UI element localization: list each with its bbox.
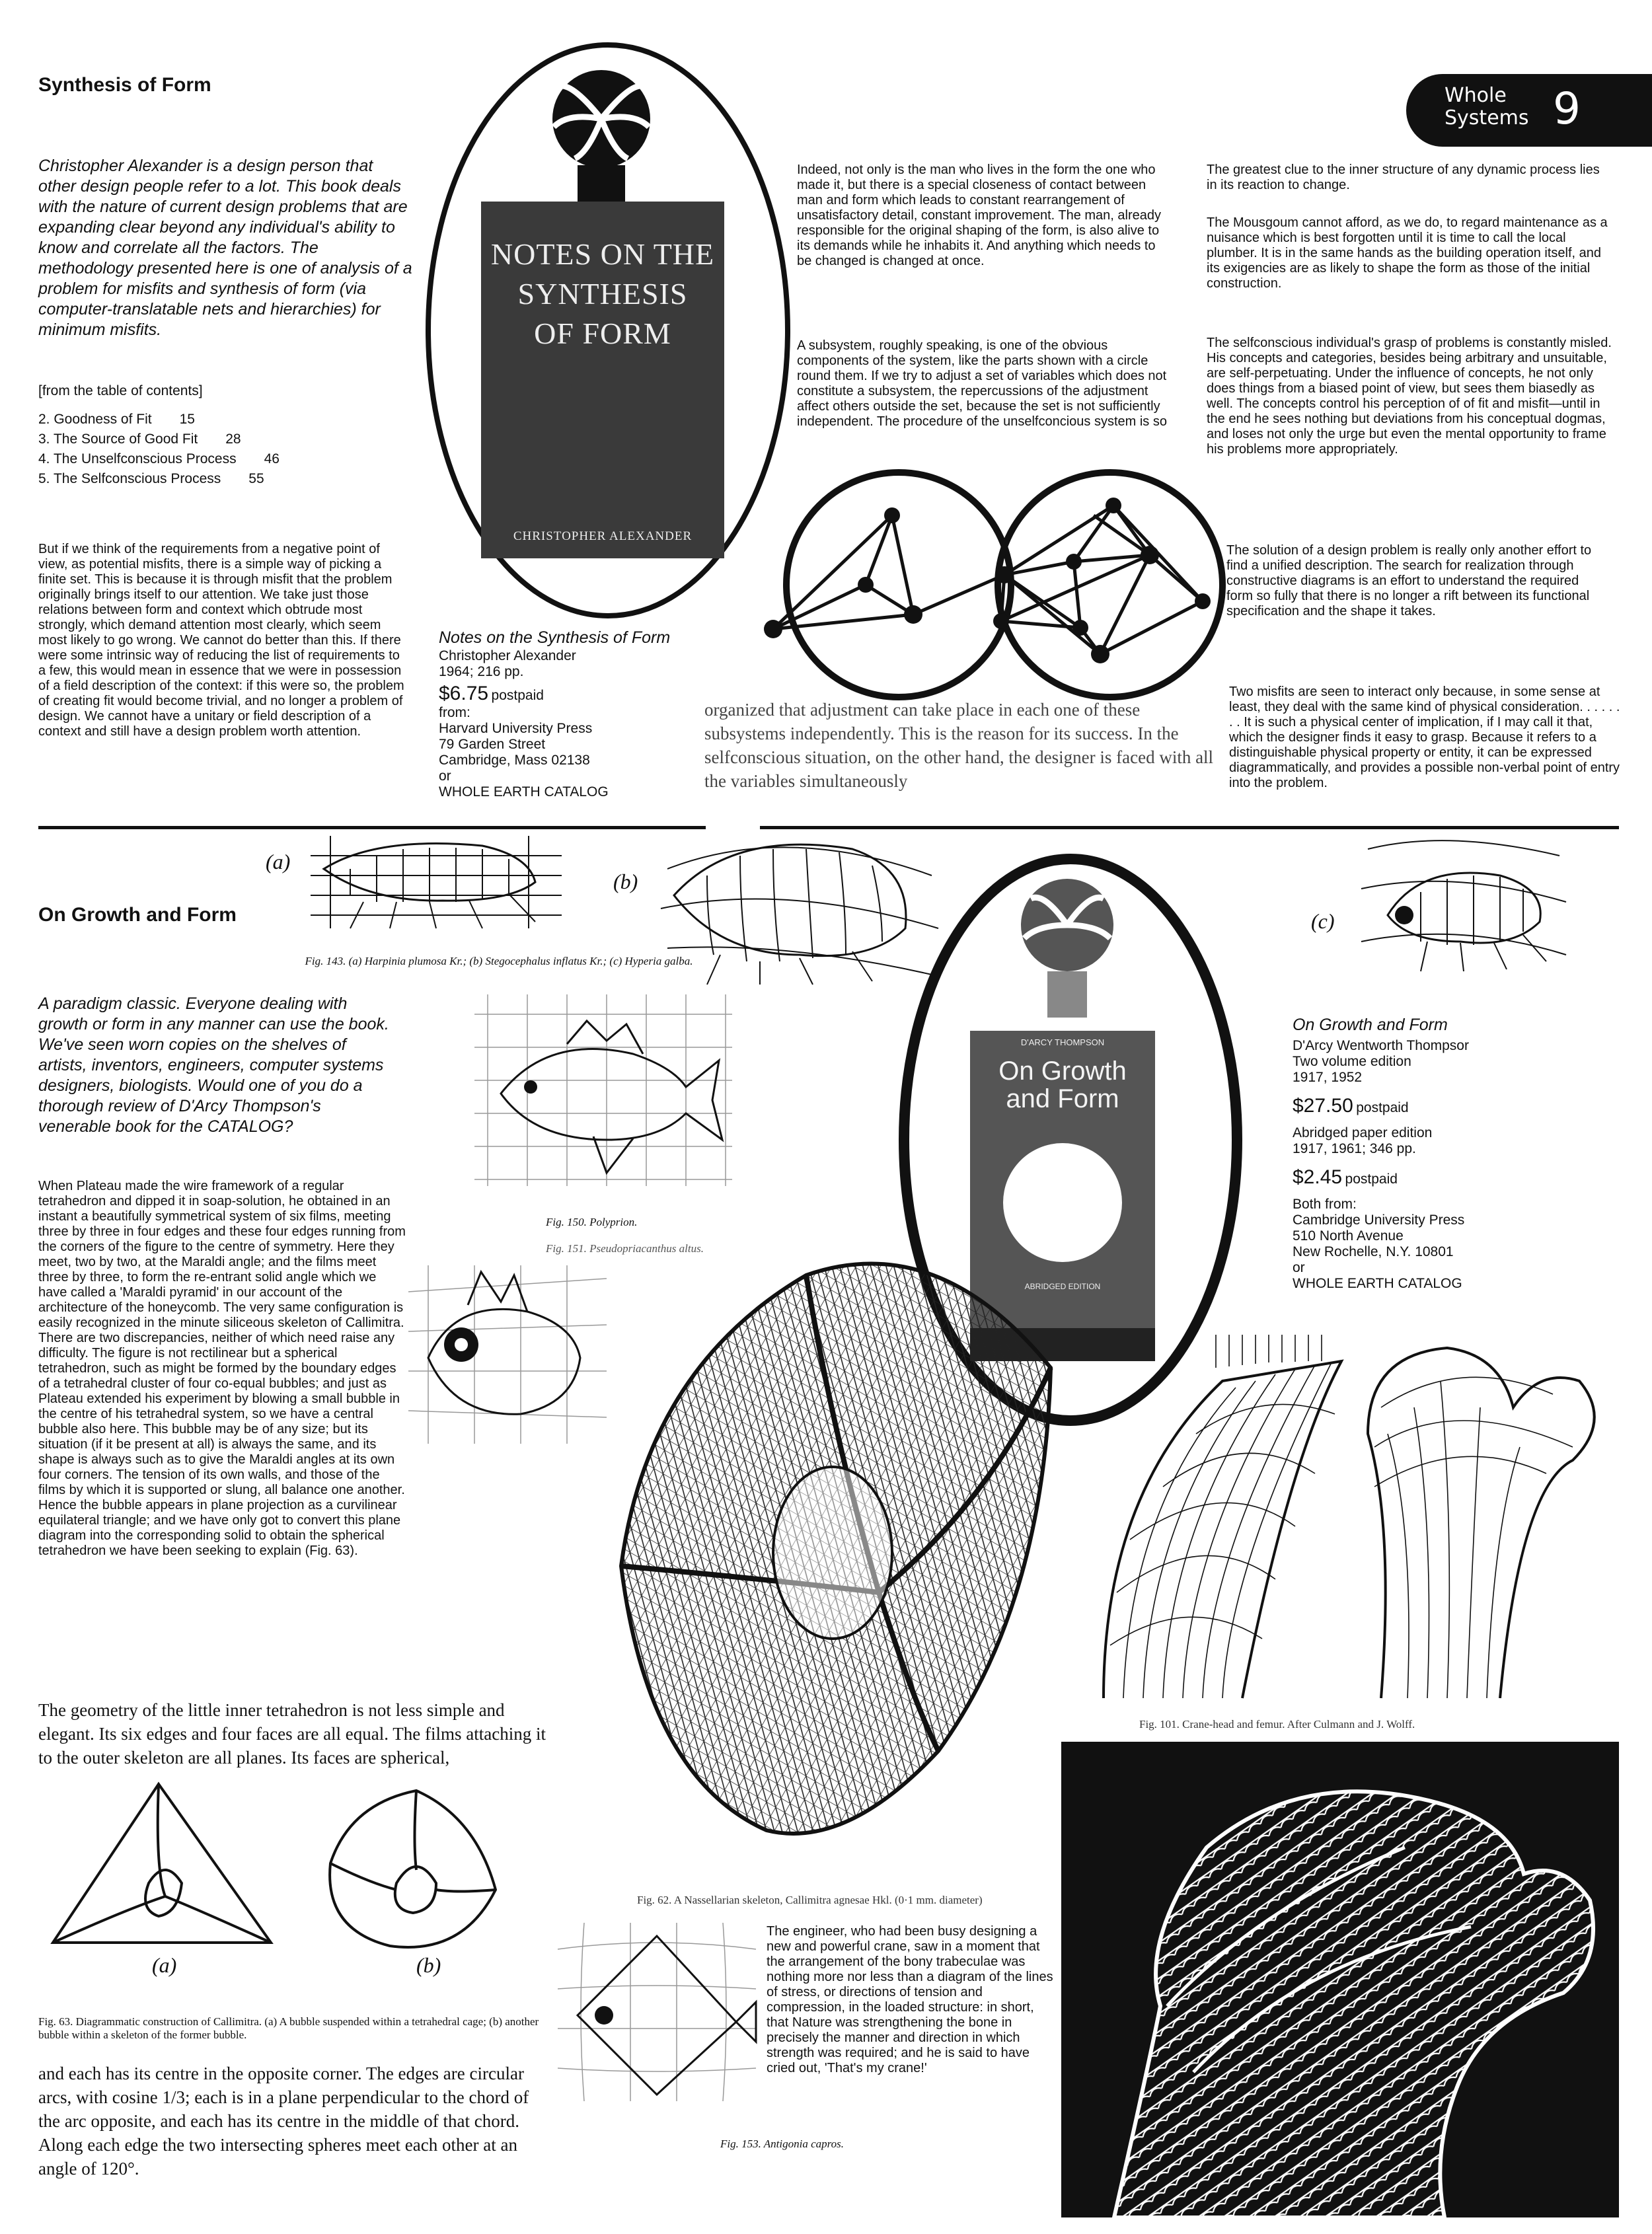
crane-femur-figure (1090, 1328, 1619, 1711)
growth-order-author: D'Arcy Wentworth Thompsor (1293, 1038, 1469, 1053)
toc-item: 4. The Unselfconscious Process 46 (38, 451, 280, 466)
synthesis-book-cover (481, 202, 724, 558)
fig150-caption: Fig. 150. Polyprion. (546, 1216, 638, 1228)
growth-book-author: D'ARCY THOMPSON (1020, 1037, 1105, 1047)
antigonia-fish-figure (558, 1923, 756, 2101)
book-line1: NOTES ON THE (490, 237, 715, 271)
amphipod-c-figure (1348, 829, 1573, 981)
misfit-paragraph: But if we think of the requirements from a negative point of view, as potential misfits, there is a simple way of picking a finite set. This is because it is through misfit that the problem originally brings itself to our attention. We take just those relations between form and context which obtrude most strongly, which demand attention most clearly, which seem most likely to go wrong. We cannot do better than this. If there were some intrinsic way of reducing the list of requirements to a few, this would mean in essence that we were in possession of a field description of the context: if this were so, the problem of creating fit would become trivial, and no longer a problem of design. We cannot have a unitary or field description of a context and still have a design problem worth attention. (38, 542, 404, 739)
col4-paragraph2: The Mousgoum cannot afford, as we do, to regard maintenance as a nuisance which is best forgotten until it is time to call the local plumber. It is in the same hands as the building operation itself, and its exigencies are as likely to shape the form as those of the initial construction. (1207, 215, 1608, 291)
subsystem-diagram (740, 456, 1282, 694)
order-from: from: (439, 705, 470, 720)
growth-order-catalog: WHOLE EARTH CATALOG (1293, 1276, 1462, 1291)
growth-book-line2: and Form (1006, 1084, 1119, 1113)
growth-book-line1: On Growth (998, 1057, 1127, 1086)
order-title: Notes on the Synthesis of Form (439, 628, 671, 647)
growth-order-price1: $27.50 (1293, 1095, 1353, 1117)
growth-order-info (1293, 1015, 1583, 1292)
badge-line1: Whole (1445, 84, 1507, 107)
growth-order-street: 510 North Avenue (1293, 1228, 1404, 1244)
nassellarian-skeleton-figure (568, 1236, 1064, 1890)
growth-flower-icon (1004, 872, 1130, 1024)
growth-order-edition1-years: 1917, 1952 (1293, 1070, 1363, 1085)
femur-photo (1061, 1742, 1619, 2217)
toc-item: 3. The Source of Good Fit 28 (38, 431, 241, 447)
order-city: Cambridge, Mass 02138 (439, 753, 590, 768)
flower-icon (522, 66, 681, 205)
amphipod-a-figure (311, 829, 575, 935)
fig-label-a: (a) (266, 850, 291, 874)
section-title-growth: On Growth and Form (38, 904, 237, 926)
geometry-paragraph: The geometry of the little inner tetrahedron is not less simple and elegant. Its six edges and four faces are all equal. The films attaching it to the outer skeleton are all planes. Its faces are spherical, (38, 1700, 546, 1768)
growth-order-or: or (1293, 1260, 1305, 1275)
page-number: 9 (1553, 83, 1581, 134)
book-author: CHRISTOPHER ALEXANDER (513, 529, 693, 543)
fig62-caption: Fig. 62. A Nassellarian skeleton, Callimitra agnesae Hkl. (0·1 mm. diameter) (637, 1894, 983, 1906)
toc-header: [from the table of contents] (38, 383, 203, 398)
section-title-synthesis: Synthesis of Form (38, 74, 211, 96)
growth-order-edition2: Abridged paper edition (1293, 1125, 1433, 1140)
col3-paragraph1: Indeed, not only is the man who lives in the form the one who made it, but there is a special closeness of contact between man and form which leads to constant rearrangement of unsatisfactory detail, constant improvement. The man, already responsible for the original shaping of the form, is also alive to its demands while he inhabits it. And anything which needs to be changed is changed at once. (797, 163, 1162, 268)
synthesis-intro: Christopher Alexander is a design person that other design people refer to a lot. This book deals with the nature of current design problems that are expanding clear beyond any individual's ability to know and correlate all the factors. The methodology presented here is one of analysis of a problem for misfits and synthesis of form (via computer-translatable nets and hierarchies) for minimum misfits. (38, 157, 412, 339)
toc-list (38, 410, 382, 489)
book-line3: OF FORM (534, 316, 671, 350)
fig101-caption: Fig. 101. Crane-head and femur. After Culmann and J. Wolff. (1139, 1718, 1415, 1731)
fig-label-b: (b) (613, 870, 638, 893)
book-line2: SYNTHESIS (517, 277, 688, 311)
toc-item: 2. Goodness of Fit 15 (38, 412, 195, 427)
badge-line2: Systems (1445, 106, 1529, 130)
order-street: 79 Garden Street (439, 737, 546, 752)
order-catalog: WHOLE EARTH CATALOG (439, 784, 609, 800)
growth-order-edition1: Two volume edition (1293, 1054, 1411, 1069)
col3-paragraph2: A subsystem, roughly speaking, is one of the obvious components of the system, like the parts shown with a circle round them. If we try to adjust a set of variables which does not constitute a subsystem, the repercussions of the adjustment affect others outside the set, because the set is not sufficiently independent. The procedure of the unselfconcious system is so (797, 338, 1167, 429)
col4-paragraph1: The greatest clue to the inner structure of any dynamic process lies in its reaction to change. (1207, 163, 1600, 192)
fig-label-c: (c) (1311, 909, 1335, 933)
toc-item: 5. The Selfconscious Process 55 (38, 471, 264, 486)
fig153-caption: Fig. 153. Antigonia capros. (720, 2138, 844, 2150)
serif-continuation: organized that adjustment can take place in each one of these subsystems independently. This is the reason for its success. In the selfconscious situation, on the other hand, the designer is faced with all the variables simultaneously (704, 700, 1214, 791)
fig63-caption: Fig. 63. Diagrammatic construction of Callimitra. (a) A bubble suspended within a tetrahedral cage; (b) another bubble within a skeleton of the former bubble. (38, 2015, 539, 2041)
order-price: $6.75 (439, 683, 489, 704)
edges-paragraph: and each has its centre in the opposite corner. The edges are circular arcs, with cosine 1/3; each is in a plane perpendicular to the chord of the arc opposite, and each has its centre in the middle of that chord. Along each edge the two intersecting spheres meet each other at an angle of 120°. (38, 2064, 529, 2178)
col4-paragraph4: The solution of a design problem is really only another effort to find a unified description. The search for realization through constructive diagrams is an effort to understand the required form so fully that there is no longer a rift between its functional specification and the shape it takes. (1226, 543, 1592, 618)
fig63-label-a: (a) (152, 1953, 177, 1977)
col4-paragraph3: The selfconscious individual's grasp of problems is constantly misled. His concepts and categories, besides being arbitrary and unsuitable, are self-perpetuating. Under the influence of concepts, he not only does things from a biased point of view, but sees them biasedly as well. The concepts control his perception of of fit and misfit—until in the end he sees nothing but deviations from his conceptual dogmas, and loses not only the urge but even the mental opportunity to frame his problems more appropriately. (1207, 336, 1612, 457)
growth-book-edition: ABRIDGED EDITION (1024, 1282, 1101, 1291)
growth-order-price2: $2.45 (1293, 1166, 1343, 1188)
synthesis-order-info (439, 628, 703, 800)
crane-paragraph: The engineer, who had been busy designing a new and powerful crane, saw in a moment that the arrangement of the bony trabeculae was nothing more nor less than a diagram of the lines of stress, or directions of tension and compression, in the loaded structure: in short, that Nature was strengthening the bone in precisely the manner and direction in which strength was required; and he is said to have cried out, 'That's my crane!' (767, 1924, 1053, 2075)
order-or: or (439, 768, 451, 784)
plateau-paragraph: When Plateau made the wire framework of a regular tetrahedron and dipped it in soap-solution, he obtained in an instant a beautifully symmetrical system of six films, meeting three by three in four edges and these four edges running from the corners of the figure to the centre of symmetry. Here they meet, two by two, at the Maraldi angle; and the films meet three by three, to form the re-entrant solid angle which we have called a 'Maraldi pyramid' in our account of the architecture of the honeycomb. The very same configuration is easily recognized in the minute siliceous skeleton of Callimitra. There are two discrepancies, neither of which need raise any difficulty. The figure is not rectilinear but a spherical tetrahedron, such as might be formed by the boundary edges of a tetrahedral cluster of four co-equal bubbles; and just as Plateau extended his experiment by blowing a small bubble in the centre of his tetrahedral system, so we have a central bubble also here. This bubble may be of any size; but its situation (if it be present at all) is always the same, and its shape is always such as to give the Maraldi angles at its own four corners. The tension of its own walls, and those of the films by which it is supported or slung, all balance one another. Hence the bubble appears in plane projection as a curvilinear equilateral triangle; and we have only got to convert this plane diagram into the corresponding solid to obtain the spherical tetrahedron we have been seeking to explain (Fig. 63). (38, 1179, 406, 1558)
growth-order-edition2-years: 1917, 1961; 346 pp. (1293, 1141, 1416, 1156)
whole-systems-badge (1406, 74, 1652, 147)
growth-order-city: New Rochelle, N.Y. 10801 (1293, 1244, 1454, 1259)
fig143-caption: Fig. 143. (a) Harpinia plumosa Kr.; (b) Stegocephalus inflatus Kr.; (c) Hyperia galba. (305, 955, 693, 967)
growth-order-publisher: Cambridge University Press (1293, 1212, 1465, 1228)
growth-order-title: On Growth and Form (1293, 1016, 1448, 1034)
order-price-note: postpaid (491, 688, 544, 703)
growth-order-from: Both from: (1293, 1197, 1357, 1212)
fig63-label-b: (b) (416, 1953, 441, 1977)
order-author: Christopher Alexander (439, 648, 576, 663)
order-publisher: Harvard University Press (439, 721, 593, 736)
growth-order-price1-note: postpaid (1356, 1100, 1409, 1115)
growth-intro: A paradigm classic. Everyone dealing with growth or form in any manner can use the book. We've seen worn copies on the shelves of artists, inventors, engineers, computer systems designers, biologists. Would one of you do a thorough review of D'Arcy Thompson's venerable book for the CATALOG? (38, 994, 389, 1136)
polyprion-fish-figure (474, 994, 732, 1186)
order-edition: 1964; 216 pp. (439, 664, 524, 679)
fig151-caption: Fig. 151. Pseudopriacanthus altus. (546, 1242, 704, 1255)
col4-paragraph5: Two misfits are seen to interact only because, in some sense at least, they deal with the same kind of physical consideration. . . . . . . . It is such a physical center of implication, if I may call it that, which the designer finds it easy to grasp. Because it refers to a distinguishable physical property or entity, it can be expressed diagrammatically, and provides a possible non-verbal point of entry into the problem. (1229, 685, 1620, 790)
callimitra-diagram-fig63 (40, 1777, 542, 1976)
growth-order-price2-note: postpaid (1345, 1172, 1398, 1187)
